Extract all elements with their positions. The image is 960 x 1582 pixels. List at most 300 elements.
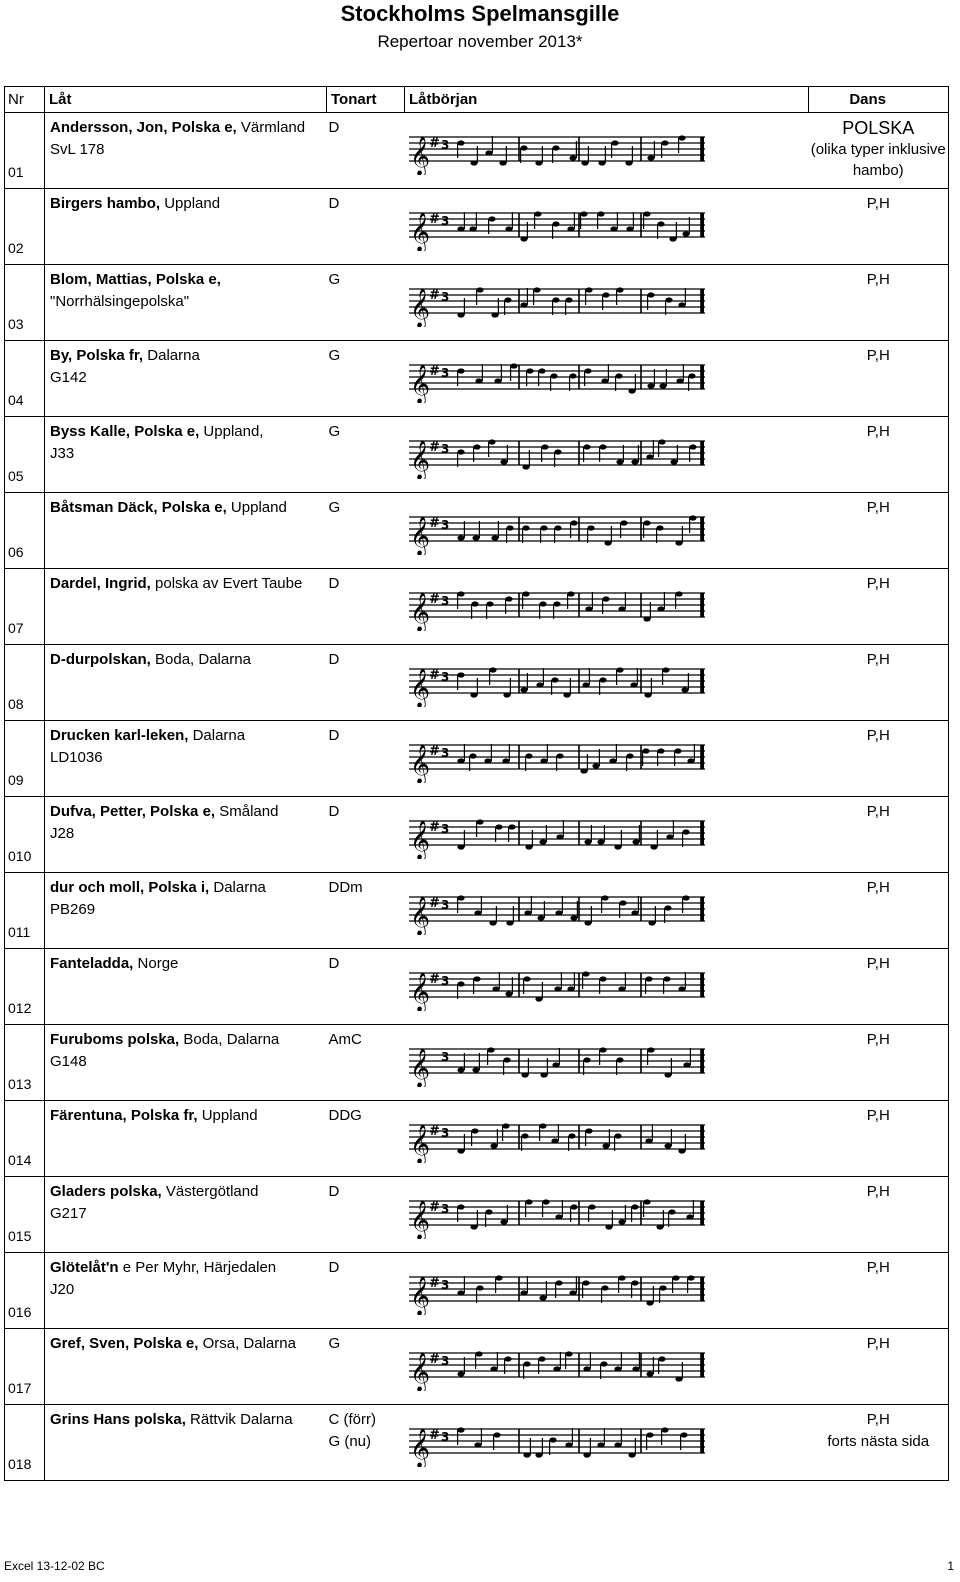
music-note (503, 692, 510, 697)
music-note (556, 753, 563, 758)
music-note (457, 449, 464, 454)
table-row (5, 569, 949, 645)
music-note (539, 839, 546, 844)
music-note (489, 667, 496, 672)
row-number: 09 (5, 721, 45, 797)
treble-clef-icon: 𝄞 (409, 1124, 430, 1163)
svg-text:3: 3 (440, 898, 449, 912)
music-note (688, 373, 695, 378)
tune-key: D (327, 189, 405, 265)
music-note (470, 692, 477, 697)
music-note (503, 1057, 510, 1062)
table-row (5, 493, 949, 569)
music-note (583, 444, 590, 449)
music-staff (409, 887, 709, 935)
music-note (582, 682, 589, 687)
svg-text:3: 3 (440, 1354, 449, 1368)
music-note (580, 211, 587, 216)
header-nr: Nr (5, 87, 45, 113)
music-incipit (405, 1101, 809, 1177)
treble-clef-icon: 𝄞 (409, 212, 430, 251)
tune-title: Andersson, Jon, Polska e, Värmland SvL 178 (45, 113, 327, 189)
music-incipit (405, 189, 809, 265)
svg-text:3: 3 (440, 1278, 449, 1292)
music-note (682, 895, 689, 900)
table-row (5, 797, 949, 873)
music-note (535, 1452, 542, 1457)
music-note (476, 287, 483, 292)
music-staff (409, 1343, 709, 1391)
tune-title: Birgers hambo, Uppland (45, 189, 327, 265)
music-note (457, 368, 464, 373)
tune-title: dur och moll, Polska i, Dalarna PB269 (45, 873, 327, 949)
music-note (604, 540, 611, 545)
music-note (600, 1361, 607, 1366)
music-note (620, 520, 627, 525)
music-note (474, 1442, 481, 1447)
music-incipit (405, 1329, 809, 1405)
tune-title: Byss Kalle, Polska e, Uppland, J33 (45, 417, 327, 493)
page-subtitle: Repertoar november 2013* (377, 32, 583, 51)
music-note (569, 373, 576, 378)
music-note (588, 1204, 595, 1209)
music-note (520, 236, 527, 241)
row-number: 016 (5, 1253, 45, 1329)
music-staff (409, 1115, 709, 1163)
music-note (524, 910, 531, 915)
music-note (552, 221, 559, 226)
music-note (539, 601, 546, 606)
tune-title: Grins Hans polska, Rättvik Dalarna (45, 1405, 327, 1481)
music-note (495, 1275, 502, 1280)
music-note (668, 1209, 675, 1214)
music-note (619, 900, 626, 905)
music-incipit (405, 341, 809, 417)
music-note (470, 160, 477, 165)
music-note (656, 525, 663, 530)
music-note (584, 368, 591, 373)
music-note (583, 1366, 590, 1371)
music-note (487, 1047, 494, 1052)
music-note (645, 976, 652, 981)
music-staff (409, 735, 709, 783)
tune-title: Dufva, Petter, Polska e, Småland J28 (45, 797, 327, 873)
music-note (645, 1138, 652, 1143)
header-latborjan: Låtbörjan (405, 87, 809, 113)
music-note (492, 986, 499, 991)
table-row (5, 1329, 949, 1405)
dance-type: P,H (809, 493, 949, 569)
music-note (625, 160, 632, 165)
music-note (476, 819, 483, 824)
table-row (5, 873, 949, 949)
music-note (656, 1224, 663, 1229)
music-note (540, 758, 547, 763)
music-note (537, 915, 544, 920)
music-note (520, 145, 527, 150)
treble-clef-icon: 𝄞 (409, 1276, 430, 1315)
music-note (583, 1057, 590, 1062)
svg-text:3: 3 (440, 1050, 449, 1064)
key-signature-icon: # (428, 1276, 440, 1291)
music-note (647, 1047, 654, 1052)
music-note (540, 525, 547, 530)
music-note (626, 753, 633, 758)
music-note (632, 1366, 639, 1371)
table-row (5, 1253, 949, 1329)
treble-clef-icon: 𝄞 (409, 516, 430, 555)
music-note (500, 1219, 507, 1224)
music-note (473, 444, 480, 449)
music-note (618, 606, 625, 611)
music-note (539, 1123, 546, 1128)
music-note (675, 591, 682, 596)
dance-type: P,H (809, 1177, 949, 1253)
music-note (508, 824, 515, 829)
table-row (5, 1101, 949, 1177)
svg-text:3: 3 (440, 1126, 449, 1140)
music-note (523, 976, 530, 981)
music-note (551, 677, 558, 682)
music-note (614, 1442, 621, 1447)
music-incipit (405, 721, 809, 797)
music-note (551, 1138, 558, 1143)
tune-key: D (327, 721, 405, 797)
music-note (474, 910, 481, 915)
table-row (5, 721, 949, 797)
row-number: 013 (5, 1025, 45, 1101)
svg-text:3: 3 (440, 670, 449, 684)
music-incipit (405, 1177, 809, 1253)
music-note (674, 748, 681, 753)
row-number: 06 (5, 493, 45, 569)
tune-title: By, Polska fr, Dalarna G142 (45, 341, 327, 417)
music-note (646, 1300, 653, 1305)
music-note (642, 748, 649, 753)
music-note (664, 905, 671, 910)
table-row (5, 1177, 949, 1253)
music-note (550, 373, 557, 378)
row-number: 03 (5, 265, 45, 341)
music-incipit (405, 873, 809, 949)
music-note (457, 535, 464, 540)
dance-type: P,H (809, 1253, 949, 1329)
music-note (567, 986, 574, 991)
music-staff (409, 203, 709, 251)
music-incipit (405, 1025, 809, 1101)
music-note (581, 160, 588, 165)
tune-title: Gladers polska, Västergötland G217 (45, 1177, 327, 1253)
music-note (631, 1204, 638, 1209)
music-incipit (405, 1405, 809, 1481)
treble-clef-icon: 𝄞 (409, 1428, 430, 1467)
music-note (555, 1280, 562, 1285)
music-note (582, 1280, 589, 1285)
dance-type: P,H (809, 645, 949, 721)
music-staff (409, 1039, 709, 1087)
music-note (472, 1067, 479, 1072)
music-note (610, 226, 617, 231)
music-note (618, 1219, 625, 1224)
tune-title: Gref, Sven, Polska e, Orsa, Dalarna (45, 1329, 327, 1405)
music-note (502, 1123, 509, 1128)
music-note (615, 373, 622, 378)
dance-type: P,H (809, 949, 949, 1025)
music-note (534, 211, 541, 216)
tune-title: Glötelåt'n e Per Myhr, Härjedalen J20 (45, 1253, 327, 1329)
music-note (682, 829, 689, 834)
treble-clef-icon: 𝄞 (409, 744, 430, 783)
svg-text:3: 3 (440, 138, 449, 152)
music-staff (409, 1191, 709, 1239)
music-note (616, 287, 623, 292)
music-note (597, 211, 604, 216)
dance-type: P,H (809, 721, 949, 797)
music-note (646, 1432, 653, 1437)
music-note (631, 910, 638, 915)
music-incipit (405, 645, 809, 721)
music-note (664, 1072, 671, 1077)
row-number: 010 (5, 797, 45, 873)
music-note (602, 596, 609, 601)
music-incipit (405, 1253, 809, 1329)
music-staff (409, 431, 709, 479)
treble-clef-icon: 𝄞 (409, 288, 430, 327)
music-note (618, 986, 625, 991)
music-note (555, 1214, 562, 1219)
key-signature-icon: # (428, 1352, 440, 1367)
music-note (657, 606, 664, 611)
key-signature-icon: # (428, 212, 440, 227)
music-note (605, 1224, 612, 1229)
music-note (533, 287, 540, 292)
svg-text:3: 3 (440, 1202, 449, 1216)
music-note (618, 1275, 625, 1280)
key-signature-icon: # (428, 1124, 440, 1139)
tune-title: D-durpolskan, Boda, Dalarna (45, 645, 327, 721)
music-note (659, 383, 666, 388)
music-note (542, 1199, 549, 1204)
music-staff (409, 659, 709, 707)
music-note (525, 1199, 532, 1204)
music-note (522, 525, 529, 530)
music-note (602, 292, 609, 297)
music-incipit (405, 569, 809, 645)
music-note (565, 1442, 572, 1447)
music-note (585, 287, 592, 292)
music-note (689, 515, 696, 520)
music-note (592, 763, 599, 768)
tune-key: G (327, 265, 405, 341)
page-title: Stockholms Spelmansgille (340, 1, 620, 26)
music-note (523, 1452, 530, 1457)
music-note (457, 1204, 464, 1209)
music-note (565, 1351, 572, 1356)
table-row (5, 265, 949, 341)
music-note (470, 1224, 477, 1229)
tune-key: AmC (327, 1025, 405, 1101)
music-note (554, 449, 561, 454)
music-note (601, 1285, 608, 1290)
music-staff (409, 279, 709, 327)
music-note (457, 981, 464, 986)
music-incipit (405, 417, 809, 493)
row-number: 017 (5, 1329, 45, 1405)
table-row (5, 113, 949, 189)
music-note (499, 160, 506, 165)
music-note (676, 378, 683, 383)
music-incipit (405, 113, 809, 189)
music-note (647, 155, 654, 160)
music-note (521, 1133, 528, 1138)
treble-clef-icon: 𝄞 (409, 972, 430, 1011)
music-note (616, 1057, 623, 1062)
row-number: 05 (5, 417, 45, 493)
music-staff (409, 1267, 709, 1315)
music-note (457, 140, 464, 145)
music-note (686, 1214, 693, 1219)
music-note (567, 226, 574, 231)
music-note (643, 1199, 650, 1204)
tune-key: G (327, 417, 405, 493)
music-note (678, 1148, 685, 1153)
music-note (662, 667, 669, 672)
dance-type: P,H (809, 1329, 949, 1405)
music-note (520, 1290, 527, 1295)
svg-text:3: 3 (440, 822, 449, 836)
music-note (628, 1452, 635, 1457)
music-staff (409, 811, 709, 859)
music-note (626, 226, 633, 231)
music-note (682, 231, 689, 236)
key-signature-icon: # (428, 1200, 440, 1215)
header-lat: Låt (45, 87, 327, 113)
music-note (687, 1275, 694, 1280)
music-note (670, 459, 677, 464)
music-note (476, 1285, 483, 1290)
dance-type: P,H (809, 797, 949, 873)
music-note (672, 1275, 679, 1280)
music-note (552, 1062, 559, 1067)
music-note (489, 920, 496, 925)
tune-key: G (327, 493, 405, 569)
music-staff (409, 1419, 709, 1467)
music-note (657, 221, 664, 226)
music-note (520, 687, 527, 692)
row-number: 07 (5, 569, 45, 645)
tune-key: D (327, 1253, 405, 1329)
row-number: 02 (5, 189, 45, 265)
key-signature-icon: # (428, 592, 440, 607)
tune-key: G (327, 1329, 405, 1405)
key-signature-icon: # (428, 820, 440, 835)
music-note (678, 302, 685, 307)
music-incipit (405, 493, 809, 569)
music-note (510, 363, 517, 368)
treble-clef-icon: 𝄞 (409, 136, 430, 175)
music-note (599, 1047, 606, 1052)
music-note (471, 601, 478, 606)
svg-text:3: 3 (440, 974, 449, 988)
music-note (644, 692, 651, 697)
music-note (500, 459, 507, 464)
music-note (657, 748, 664, 753)
music-note (505, 991, 512, 996)
tune-key: D (327, 1177, 405, 1253)
music-note (611, 140, 618, 145)
treble-clef-icon: 𝄞 (409, 1352, 430, 1391)
music-note (678, 986, 685, 991)
music-note (585, 606, 592, 611)
music-note (630, 682, 637, 687)
music-note (484, 758, 491, 763)
music-note (554, 986, 561, 991)
music-note (485, 1209, 492, 1214)
music-note (643, 616, 650, 621)
tune-title: Fanteladda, Norge (45, 949, 327, 1025)
music-note (494, 378, 501, 383)
tune-key: D (327, 569, 405, 645)
music-note (488, 439, 495, 444)
tune-key: D (327, 949, 405, 1025)
music-note (632, 839, 639, 844)
music-note (569, 1290, 576, 1295)
dance-type: P,H forts nästa sida (809, 1405, 949, 1481)
music-note (582, 971, 589, 976)
row-number: 04 (5, 341, 45, 417)
music-note (650, 844, 657, 849)
music-note (520, 302, 527, 307)
music-note (552, 297, 559, 302)
music-note (628, 388, 635, 393)
music-note (473, 976, 480, 981)
music-note (661, 1427, 668, 1432)
music-incipit (405, 797, 809, 873)
music-note (647, 292, 654, 297)
row-number: 015 (5, 1177, 45, 1253)
music-note (536, 682, 543, 687)
svg-text:3: 3 (440, 214, 449, 228)
music-staff (409, 507, 709, 555)
tune-title: Blom, Mattias, Polska e, "Norrhälsingepolska" (45, 265, 327, 341)
key-signature-icon: # (428, 440, 440, 455)
key-signature-icon: # (428, 896, 440, 911)
dance-type: P,H (809, 1025, 949, 1101)
music-note (457, 226, 464, 231)
dance-type: P,H (809, 569, 949, 645)
treble-clef-icon: 𝄞 (409, 1200, 430, 1239)
music-note (491, 535, 498, 540)
music-note (565, 297, 572, 302)
music-staff (409, 355, 709, 403)
dance-type: P,H (809, 417, 949, 493)
music-note (506, 525, 513, 530)
svg-text:3: 3 (440, 290, 449, 304)
music-note (549, 1437, 556, 1442)
music-note (601, 895, 608, 900)
music-note (490, 1143, 497, 1148)
music-note (683, 1062, 690, 1067)
music-note (505, 596, 512, 601)
key-signature-icon: # (428, 1428, 440, 1443)
table-row (5, 645, 949, 721)
table-row (5, 949, 949, 1025)
music-note (666, 834, 673, 839)
music-note (568, 1133, 575, 1138)
music-note (539, 1295, 546, 1300)
music-note (457, 1371, 464, 1376)
music-note (614, 844, 621, 849)
